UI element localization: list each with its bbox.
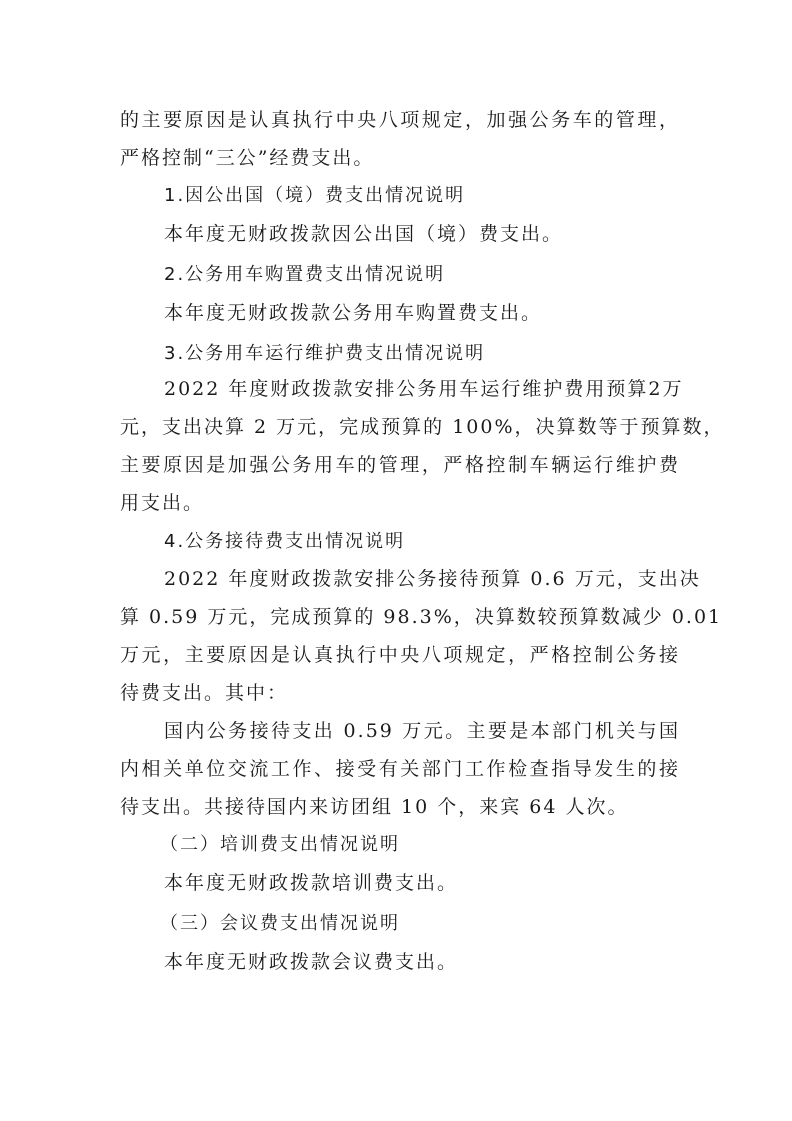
section-heading-2: 2.公务用车购置费支出情况说明	[164, 264, 446, 285]
paragraph-line: 严格控制“三公”经费支出。	[120, 147, 375, 169]
paragraph-line: 2022 年度财政拨款安排公务用车运行维护费用预算2万	[164, 378, 684, 400]
paragraph-line: 用支出。	[120, 492, 205, 514]
section-heading-4: 4.公务接待费支出情况说明	[164, 531, 406, 552]
paragraph-line: 本年度无财政拨款培训费支出。	[164, 872, 459, 894]
paragraph-line: 万元，主要原因是认真执行中央八项规定，严格控制公务接	[120, 644, 680, 666]
paragraph-line: 国内公务接待支出 0.59 万元。主要是本部门机关与国	[164, 720, 680, 742]
section-heading-training: （二）培训费支出情况说明	[160, 834, 400, 855]
paragraph-line: 本年度无财政拨款公务用车购置费支出。	[164, 302, 543, 324]
paragraph-line: 主要原因是加强公务用车的管理，严格控制车辆运行维护费	[120, 454, 680, 476]
paragraph-line: 算 0.59 万元，完成预算的 98.3%，决算数较预算数减少 0.01	[120, 606, 723, 628]
paragraph-line: 的主要原因是认真执行中央八项规定，加强公务车的管理，	[120, 109, 680, 131]
paragraph-line: 本年度无财政拨款因公出国（境）费支出。	[164, 223, 564, 245]
section-heading-3: 3.公务用车运行维护费支出情况说明	[164, 343, 486, 364]
paragraph-line: 待费支出。其中：	[120, 682, 289, 704]
paragraph-line: 待支出。共接待国内来访团组 10 个，来宾 64 人次。	[120, 796, 629, 818]
paragraph-line: 2022 年度财政拨款安排公务接待预算 0.6 万元，支出决	[164, 568, 701, 590]
paragraph-line: 本年度无财政拨款会议费支出。	[164, 951, 459, 973]
section-heading-meeting: （三）会议费支出情况说明	[160, 913, 400, 934]
paragraph-line: 元，支出决算 2 万元，完成预算的 100%，决算数等于预算数，	[120, 416, 725, 438]
section-heading-1: 1.因公出国（境）费支出情况说明	[164, 185, 466, 206]
paragraph-line: 内相关单位交流工作、接受有关部门工作检查指导发生的接	[120, 758, 680, 780]
